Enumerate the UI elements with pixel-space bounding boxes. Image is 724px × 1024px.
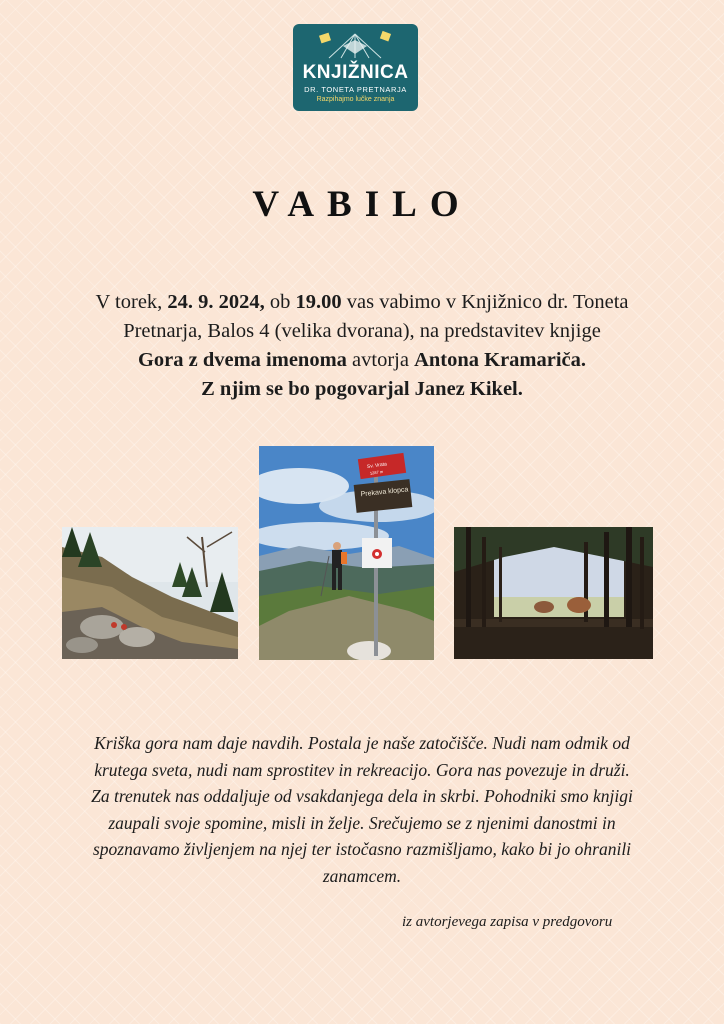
photo-hiker-signpost <box>259 446 434 660</box>
intro-line-3 <box>30 346 694 375</box>
quote-line: Kriška gora nam daje navdih. Postala je naše zatočišče. Nudi nam odmik od <box>94 733 630 753</box>
photo-rocky-slope <box>62 527 238 659</box>
event-date: 24. 9. 2024, <box>167 291 265 313</box>
event-time: 19.00 <box>295 291 342 313</box>
sign-top-label: Sv. Vrata <box>366 461 388 471</box>
host-line: Z njim se bo pogovarjal Janez Kikel. <box>201 378 523 400</box>
photo-forest-clearing <box>454 527 653 659</box>
book-title: Gora z dvema imenoma <box>137 349 347 371</box>
intro-line-4 <box>30 375 694 404</box>
intro-line-2: Pretnarja, Balos 4 (velika dvorana), na predstavitev knjige <box>123 320 601 342</box>
quote-line: Za trenutek nas oddaljuje od vsakdanjega dela in skrbi. Pohodniki smo knjigi <box>91 786 633 806</box>
intro-venue-start: vas vabimo v Knjižnico dr. Toneta <box>341 291 629 313</box>
quote-line: zanamcem. <box>322 865 402 886</box>
intro-text <box>30 288 694 404</box>
intro-ob: ob <box>264 291 296 313</box>
quote-line: spoznavamo življenjem na njej ter istočasno razmišljamo, kako bi jo ohranili <box>92 839 632 859</box>
quote-line: krutega sveta, nudi nam sprostitev in rekreacijo. Gora nas povezuje in druži. <box>94 759 630 780</box>
intro-weekday: V torek, <box>95 291 168 313</box>
author-name: Antona Kramariča. <box>414 349 587 371</box>
sign-top-sublabel: 1287 m <box>369 468 384 476</box>
intro-author-label: avtorja <box>346 349 415 371</box>
quote-line: zaupali svoje spomine, misli in želje. Srečujemo se z njenimi danostmi in <box>108 812 616 833</box>
sign-board-label: Prekava klopca <box>360 486 409 499</box>
logo-title: KNJIŽNICA <box>302 62 409 83</box>
quote-source: iz avtorjevega zapisa v predgovoru <box>402 914 613 930</box>
intro-line-1 <box>30 288 694 317</box>
library-logo <box>293 24 418 111</box>
author-quote <box>48 730 676 889</box>
invitation-heading: VABILO <box>252 184 472 225</box>
logo-subtitle: DR. TONETA PRETNARJA <box>304 85 407 94</box>
logo-slogan: Razpihajmo lučke znanja <box>316 96 395 103</box>
